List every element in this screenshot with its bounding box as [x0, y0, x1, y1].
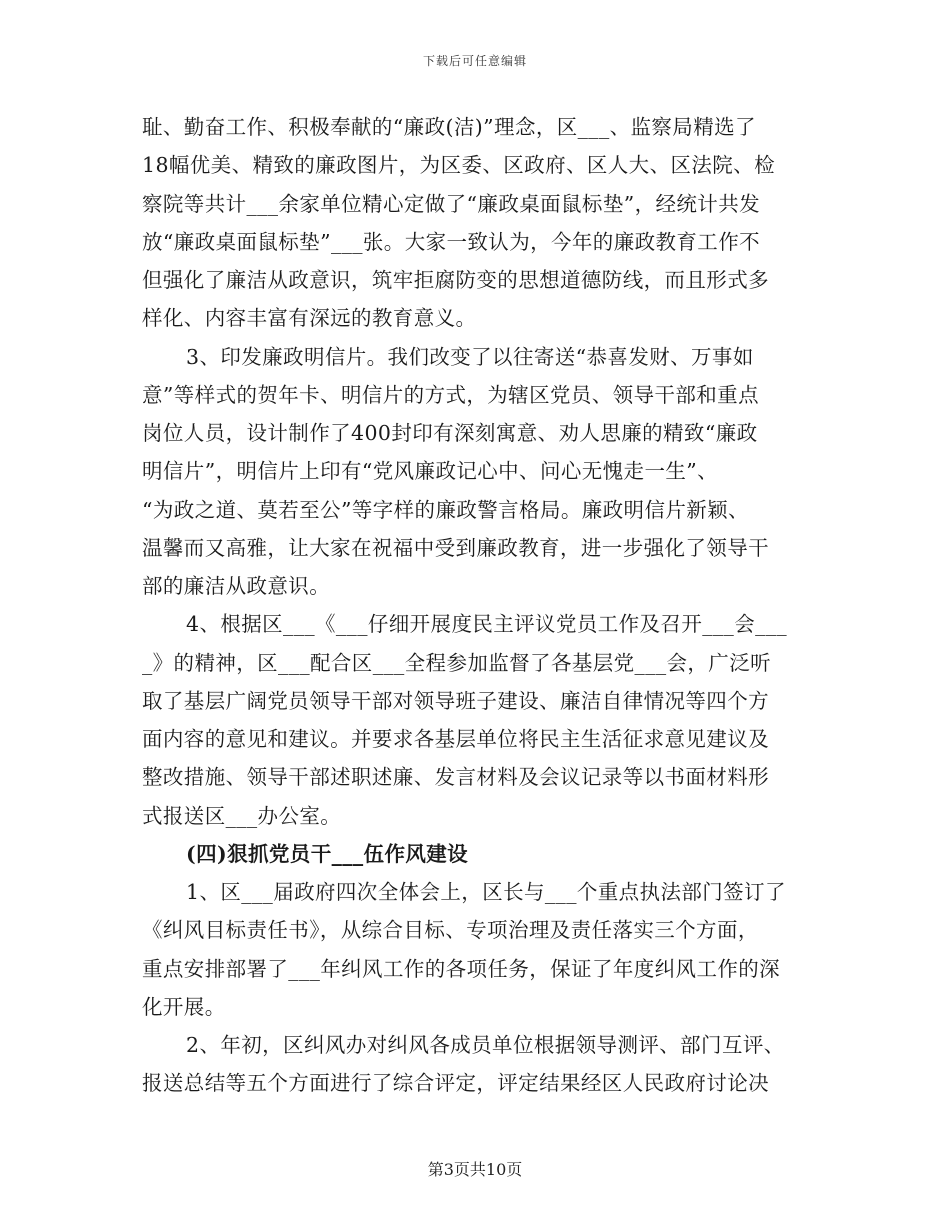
body-line: 意”等样式的贺年卡、明信片的方式，为辖区党员、领导干部和重点: [142, 382, 759, 407]
body-line: 18幅优美、精致的廉政图片，为区委、区政府、区人大、区法院、检: [142, 153, 775, 178]
paragraph-start-line: 1、区___届政府四次全体会上，区长与___个重点执法部门签订了: [186, 880, 786, 904]
body-line: 岗位人员，设计制作了400封印有深刻寓意、劝人思廉的精致“廉政: [142, 421, 758, 445]
body-line: 但强化了廉洁从政意识，筑牢拒腐防变的思想道德防线，而且形式多: [142, 268, 769, 292]
body-line: 报送总结等五个方面进行了综合评定，评定结果经区人民政府讨论决: [142, 1071, 769, 1096]
paragraph-start-line: 2、年初，区纠风办对纠风各成员单位根据领导测评、部门互评、: [186, 1033, 785, 1057]
body-line: 察院等共计___余家单位精心定做了“廉政桌面鼠标垫”，经统计共发: [142, 191, 761, 216]
body-line: 整改措施、领导干部述职述廉、发言材料及会议记录等以书面材料形: [142, 765, 769, 790]
body-line: 式报送区___办公室。: [142, 803, 342, 828]
body-line: 重点安排部署了___年纠风工作的各项任务，保证了年度纠风工作的深: [142, 956, 781, 981]
section-heading: (四)狠抓党员干___伍作风建设: [186, 841, 469, 866]
paragraph-start-line: 3、印发廉政明信片。我们改变了以往寄送“恭喜发财、万事如: [186, 344, 754, 369]
body-line: 化开展。: [142, 994, 226, 1019]
body-line: 放“廉政桌面鼠标垫”___张。大家一致认为，今年的廉政教育工作不: [142, 229, 761, 254]
body-line: 明信片”，明信片上印有“党风廉政记心中、问心无愧走一生”、: [142, 459, 719, 484]
page-number-footer: 第3页共10页: [427, 1160, 523, 1179]
body-line: 取了基层广阔党员领导干部对领导班子建设、廉洁自律情况等四个方: [142, 688, 769, 713]
document-body: [142, 108, 808, 1103]
body-line: 部的廉洁从政意识。: [142, 574, 331, 598]
body-line: 样化、内容丰富有深远的教育意义。: [142, 306, 477, 331]
body-line: 温馨而又高雅，让大家在祝福中受到廉政教育，进一步强化了领导干: [142, 535, 769, 560]
paragraph-start-line: 4、根据区___《___仔细开展度民主评议党员工作及召开___会___: [186, 612, 788, 637]
body-line: “为政之道、莫若至公”等字样的廉政警言格局。廉政明信片新颖、: [142, 497, 749, 522]
page-header: 下载后可任意编辑: [422, 54, 527, 68]
body-line: 《纠风目标责任书》，从综合目标、专项治理及责任落实三个方面，: [142, 918, 759, 943]
body-line: 面内容的意见和建议。并要求各基层单位将民主生活征求意见建议及: [142, 727, 769, 751]
body-line: 耻、勤奋工作、积极奉献的“廉政(洁)”理念，区___、监察局精选了: [142, 115, 756, 139]
body-line: _》的精神，区___配合区___全程参加监督了各基层党___会，广泛听: [142, 650, 771, 675]
